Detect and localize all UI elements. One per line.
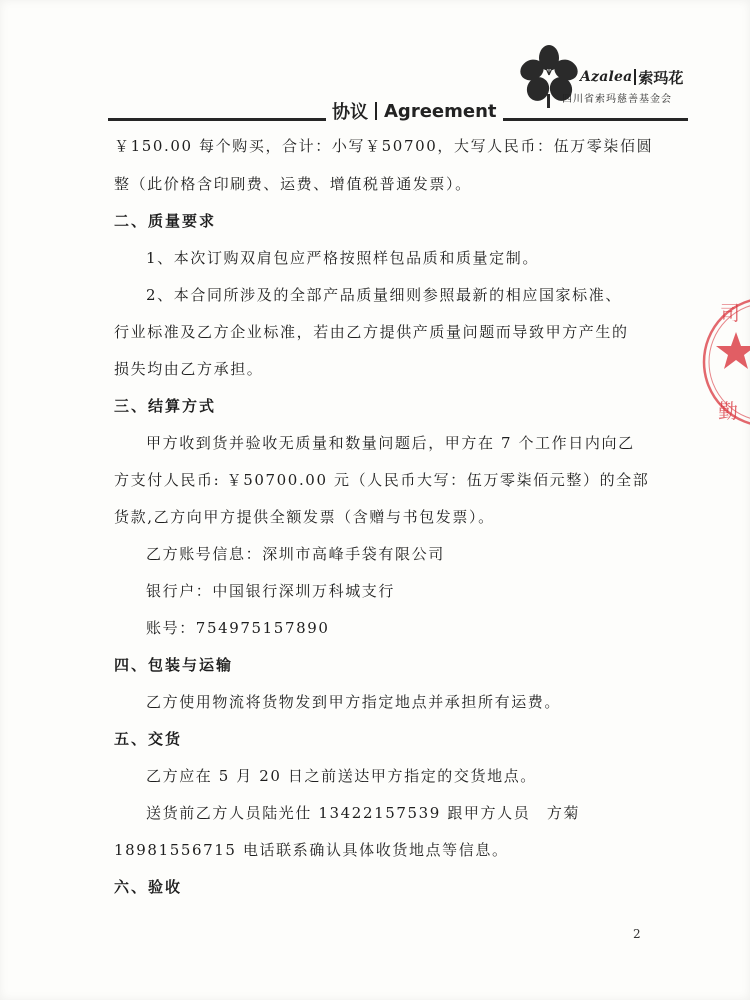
packaging-paragraph: 乙方使用物流将货物发到甲方指定地点并承担所有运费。 <box>146 693 562 711</box>
title-separator <box>375 102 377 120</box>
settlement-paragraph-continued: 方支付人民币: ￥50700.00 元（人民币大写：伍万零柒佰元整）的全部 <box>114 471 650 489</box>
seal-char-top: 司 <box>720 301 740 325</box>
logo-chinese-name: 索玛花 <box>638 68 684 87</box>
seal-char-bottom: 勤 <box>718 399 738 423</box>
delivery-contacts: 送货前乙方人员陆光仕 13422157539 跟甲方人员 方菊 <box>146 804 581 822</box>
section-heading-settlement: 三、结算方式 <box>114 397 217 415</box>
page-number: 2 <box>633 927 641 941</box>
quality-clause-2-end: 损失均由乙方承担。 <box>114 360 264 378</box>
section-heading-quality: 二、质量要求 <box>114 212 217 230</box>
price-line: ￥150.00 每个购买，合计：小写￥50700，大写人民币：伍万零柒佰圆 <box>114 137 654 155</box>
quality-clause-1: 1、本次订购双肩包应严格按照样包品质和质量定制。 <box>146 249 539 267</box>
title-english: Agreement <box>384 100 497 122</box>
logo-separator <box>634 69 636 85</box>
section-heading-acceptance: 六、验收 <box>114 878 183 896</box>
section-heading-packaging: 四、包装与运输 <box>114 656 234 674</box>
delivery-deadline: 乙方应在 5 月 20 日之前送达甲方指定的交货地点。 <box>146 767 537 785</box>
title-chinese: 协议 <box>332 102 368 123</box>
settlement-paragraph-end: 货款,乙方向甲方提供全额发票（含赠与书包发票）。 <box>114 508 495 526</box>
bank-name: 银行户：中国银行深圳万科城支行 <box>146 582 396 600</box>
organization-name: 四川省索玛慈善基金会 <box>562 94 672 105</box>
logo-latin-name: Azalea <box>580 69 633 85</box>
delivery-contacts-continued: 18981556715 电话联系确认具体收货地点等信息。 <box>114 841 509 859</box>
account-number: 账号：754975157890 <box>146 619 330 637</box>
organization-logo <box>518 44 690 108</box>
account-holder: 乙方账号信息：深圳市高峰手袋有限公司 <box>146 545 445 563</box>
quality-clause-2: 2、本合同所涉及的全部产品质量细则参照最新的相应国家标准、 <box>146 286 622 304</box>
company-seal-stamp <box>700 280 750 450</box>
settlement-paragraph: 甲方收到货并验收无质量和数量问题后，甲方在 7 个工作日内向乙 <box>146 434 635 452</box>
quality-clause-2-continued: 行业标准及乙方企业标准，若由乙方提供产质量问题而导致甲方产生的 <box>114 323 629 341</box>
section-heading-delivery: 五、交货 <box>114 730 183 748</box>
document-title <box>326 99 503 123</box>
logo-wordmark <box>580 66 683 88</box>
price-line-continued: 整（此价格含印刷费、运费、增值税普通发票）。 <box>114 175 472 193</box>
